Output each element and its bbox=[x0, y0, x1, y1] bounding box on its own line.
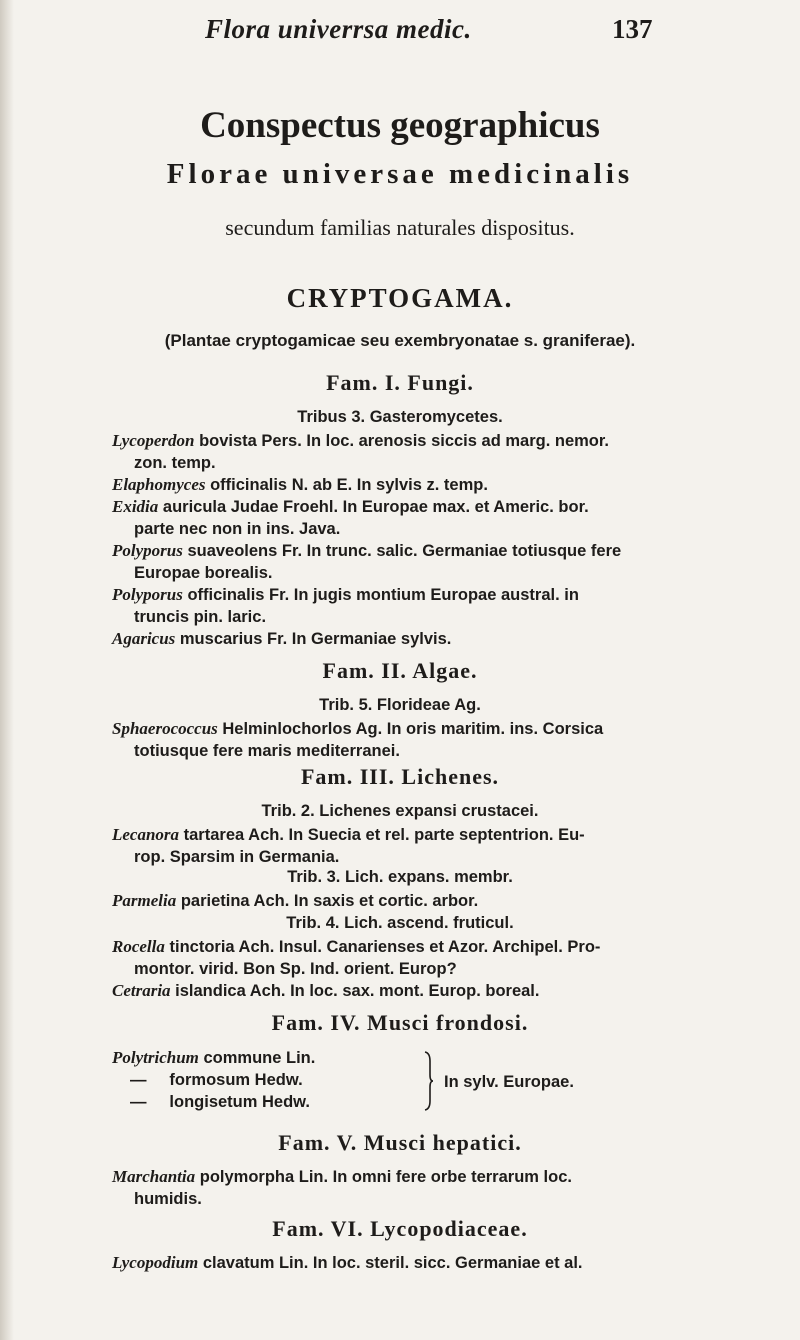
genus-name: Elaphomyces bbox=[112, 475, 206, 494]
entry-text: officinalis Fr. In jugis montium Europae austral. in bbox=[187, 586, 579, 604]
genus-name: Lycoperdon bbox=[112, 431, 195, 450]
entry-continuation: parte nec non in ins. Java. bbox=[134, 520, 341, 538]
species-entry bbox=[112, 584, 772, 628]
family-heading: Fam. IV. Musci frondosi. bbox=[271, 1010, 529, 1035]
family-heading: Fam. III. Lichenes. bbox=[300, 764, 500, 789]
family-heading: Fam. I. Fungi. bbox=[326, 370, 474, 395]
section-note: (Plantae cryptogamicae seu exembryonatae s. graniferae). bbox=[164, 331, 636, 350]
species-entry bbox=[112, 936, 772, 980]
distribution-text: In sylv. Europae. bbox=[444, 1073, 574, 1091]
family-heading: Fam. VI. Lycopodiaceae. bbox=[272, 1216, 528, 1241]
genus-name: Cetraria bbox=[112, 981, 171, 1000]
tribus-heading: Trib. 5. Florideae Ag. bbox=[319, 696, 481, 714]
entry-continuation: zon. temp. bbox=[134, 454, 216, 472]
family-heading: Fam. V. Musci hepatici. bbox=[278, 1130, 522, 1155]
right-brace-icon bbox=[424, 1051, 434, 1111]
entry-text: bovista Pers. In loc. arenosis siccis ad marg. nemor. bbox=[199, 432, 609, 450]
entry-continuation: montor. virid. Bon Sp. Ind. orient. Europ? bbox=[134, 960, 457, 978]
entry-continuation: totiusque fere maris mediterranei. bbox=[134, 742, 400, 760]
genus-name: Marchantia bbox=[112, 1167, 196, 1186]
species-entry bbox=[112, 496, 772, 540]
species-name: commune Lin. bbox=[203, 1049, 316, 1067]
musci-species-group bbox=[112, 1047, 772, 1117]
entry-text: islandica Ach. In loc. sax. mont. Europ. boreal. bbox=[175, 982, 540, 1000]
entry-text: officinalis N. ab E. In sylvis z. temp. bbox=[210, 476, 488, 494]
species-entry bbox=[112, 824, 772, 868]
genus-name: Lycopodium bbox=[112, 1253, 199, 1272]
genus-name: Exidia bbox=[112, 497, 159, 516]
species-entry bbox=[112, 430, 772, 474]
tribus-heading: Tribus 3. Gasteromycetes. bbox=[297, 408, 503, 426]
species-entry bbox=[112, 718, 772, 762]
family-heading: Fam. II. Algae. bbox=[322, 658, 478, 683]
entry-text: tinctoria Ach. Insul. Canarienses et Azor. Archipel. Pro- bbox=[169, 938, 601, 956]
entry-text: clavatum Lin. In loc. steril. sicc. Germaniae et al. bbox=[202, 1254, 583, 1272]
running-head bbox=[0, 14, 800, 50]
species-entry bbox=[112, 1166, 772, 1210]
entry-text: auricula Judae Froehl. In Europae max. et Americ. bor. bbox=[162, 498, 589, 516]
entry-text: polymorpha Lin. In omni fere orbe terrarum loc. bbox=[199, 1168, 572, 1186]
entry-continuation: rop. Sparsim in Germania. bbox=[134, 848, 340, 866]
species-entry bbox=[112, 1252, 772, 1274]
musci-row bbox=[130, 1069, 303, 1091]
entry-text: tartarea Ach. In Suecia et rel. parte septentrion. Eu- bbox=[183, 826, 585, 844]
genus-name: Parmelia bbox=[112, 891, 177, 910]
entry-continuation: truncis pin. laric. bbox=[134, 608, 267, 626]
genus-name: Sphaerococcus bbox=[112, 719, 218, 738]
tribus-heading: Trib. 4. Lich. ascend. fruticul. bbox=[286, 914, 514, 932]
genus-name: Polyporus bbox=[112, 541, 183, 560]
page-subtitle: Florae universae medicinalis bbox=[166, 158, 634, 190]
species-name: formosum Hedw. bbox=[169, 1071, 303, 1089]
page-subtitle-secondary: secundum familias naturales dispositus. bbox=[225, 215, 575, 240]
species-entry bbox=[112, 540, 772, 584]
entry-text: suaveolens Fr. In trunc. salic. Germaniae totiusque fere bbox=[187, 542, 622, 560]
genus-name: Polyporus bbox=[112, 585, 183, 604]
page-number: 137 bbox=[612, 14, 653, 44]
species-entry bbox=[112, 474, 772, 496]
page-title: Conspectus geographicus bbox=[200, 105, 600, 146]
genus-name: Polytrichum bbox=[112, 1048, 199, 1067]
entry-continuation: humidis. bbox=[134, 1190, 202, 1208]
tribus-heading: Trib. 3. Lich. expans. membr. bbox=[287, 868, 513, 886]
musci-row bbox=[112, 1047, 315, 1069]
entry-text: Helminlochorlos Ag. In oris maritim. ins. Corsica bbox=[222, 720, 604, 738]
musci-row bbox=[130, 1091, 310, 1113]
ditto-dash: — bbox=[130, 1071, 147, 1089]
ditto-dash: — bbox=[130, 1093, 147, 1111]
entry-text: muscarius Fr. In Germaniae sylvis. bbox=[179, 630, 452, 648]
species-name: longisetum Hedw. bbox=[169, 1093, 310, 1111]
entry-text: parietina Ach. In saxis et cortic. arbor. bbox=[180, 892, 479, 910]
entry-continuation: Europae borealis. bbox=[134, 564, 273, 582]
genus-name: Agaricus bbox=[112, 629, 176, 648]
running-head-title: Flora univerrsa medic. bbox=[205, 14, 472, 44]
species-entry bbox=[112, 980, 772, 1002]
tribus-heading: Trib. 2. Lichenes expansi crustacei. bbox=[261, 802, 539, 820]
genus-name: Rocella bbox=[112, 937, 165, 956]
section-heading: CRYPTOGAMA. bbox=[286, 283, 514, 313]
species-entry bbox=[112, 628, 772, 650]
genus-name: Lecanora bbox=[112, 825, 180, 844]
species-entry bbox=[112, 890, 772, 912]
